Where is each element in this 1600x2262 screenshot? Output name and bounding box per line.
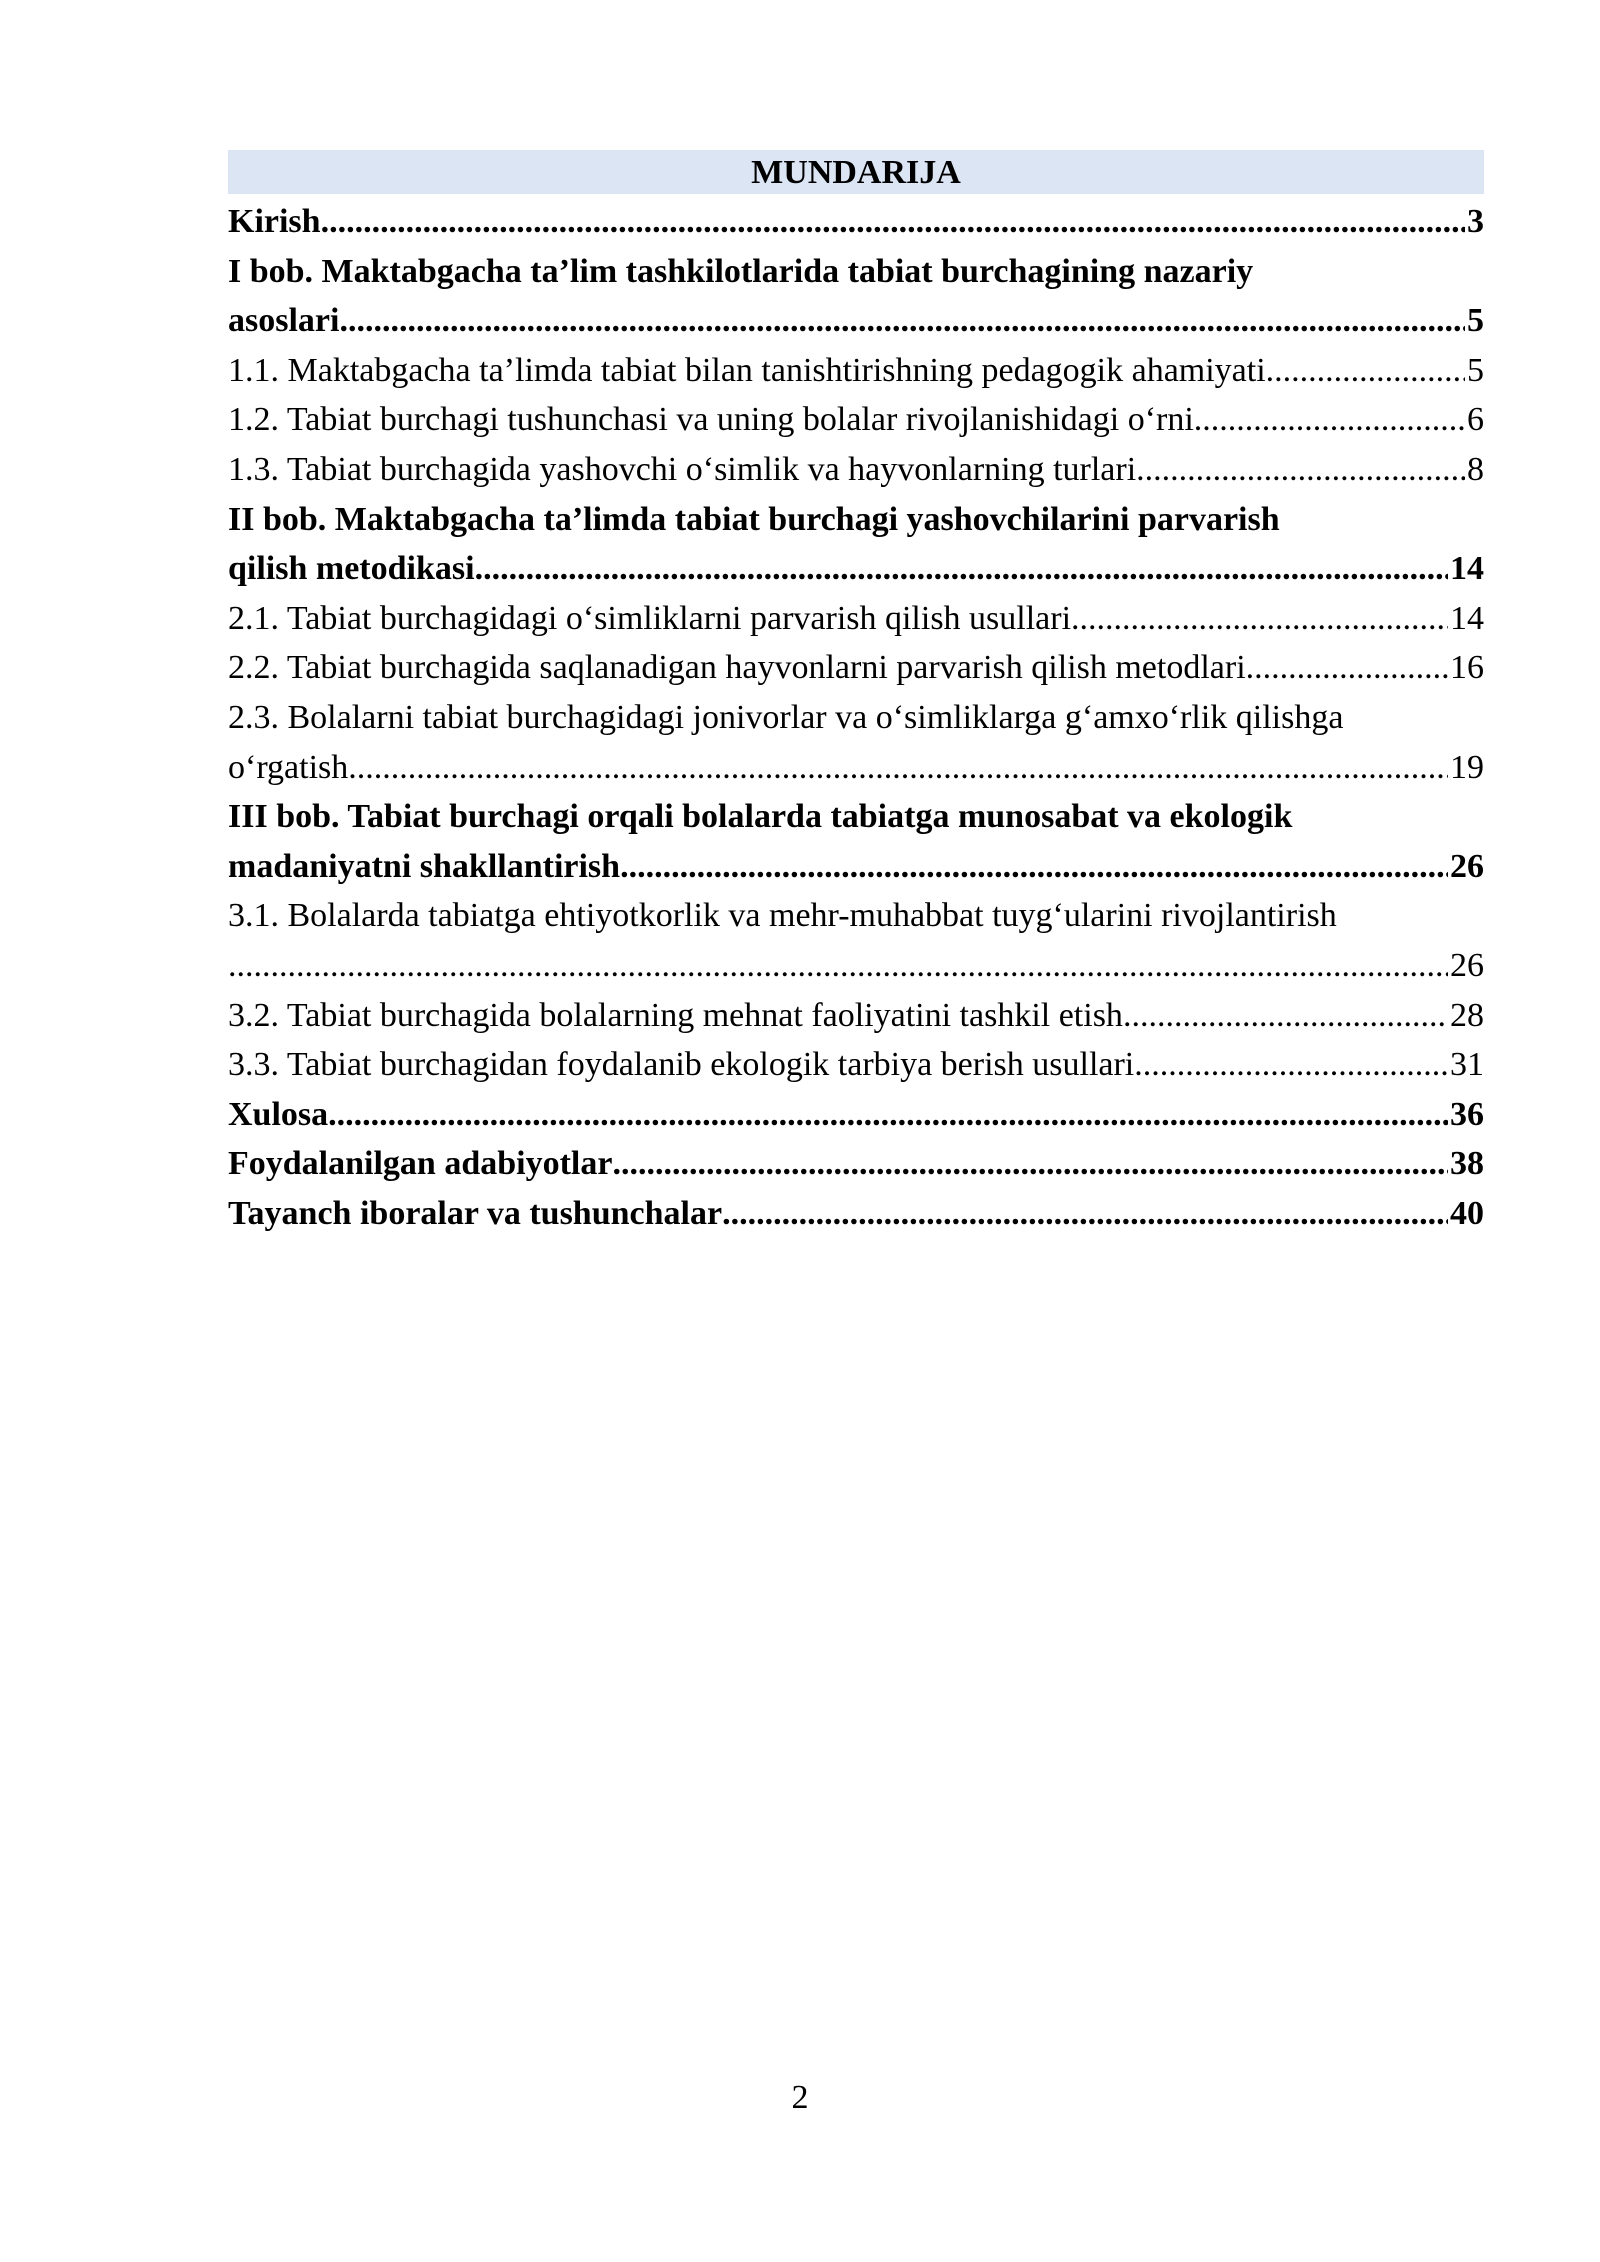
toc-entry-label: madaniyatni shakllantirish [228, 847, 621, 885]
toc-entry-label: asoslari [228, 302, 340, 340]
toc-entry-page: 40 [1450, 1194, 1484, 1232]
toc-entry-heading-line: II bob. Maktabgacha ta’limda tabiat burchagi yashovchilarini parvarish [228, 500, 1280, 538]
toc-entry-label: 1.3. Tabiat burchagida yashovchi o‘simlik va hayvonlarning turlari [228, 450, 1137, 488]
dot-leader [328, 1090, 1448, 1140]
toc-entry-section-2-3[interactable] [228, 693, 1484, 792]
dot-leader [339, 296, 1465, 346]
toc-entry-page: 5 [1467, 302, 1484, 340]
dot-leader [1123, 991, 1448, 1041]
toc-entry-page: 8 [1467, 450, 1484, 488]
toc-entry-chapter-2[interactable] [228, 495, 1484, 594]
dot-leader [475, 544, 1448, 594]
toc-title: MUNDARIJA [228, 150, 1484, 194]
toc-entry-page: 6 [1467, 401, 1484, 439]
toc-entry-page: 16 [1450, 649, 1484, 687]
dot-leader [1266, 346, 1465, 396]
toc-entry-page: 14 [1450, 599, 1484, 637]
toc-entry-section-3-2[interactable] [228, 991, 1484, 1041]
toc-entry-section-2-1[interactable] [228, 594, 1484, 644]
toc-entry-page: 36 [1450, 1095, 1484, 1133]
toc-entry-label: Tayanch iboralar va tushunchalar [228, 1194, 723, 1232]
toc-entry-label: 1.2. Tabiat burchagi tushunchasi va uning bolalar rivojlanishidagi o‘rni [228, 401, 1194, 439]
toc-entry-section-2-2[interactable] [228, 643, 1484, 693]
toc-entry-heading-line: I bob. Maktabgacha ta’lim tashkilotlarida tabiat burchagining nazariy [228, 252, 1254, 290]
toc-entry-page: 14 [1450, 550, 1484, 588]
dot-leader [722, 1189, 1448, 1239]
toc-entry-label: 1.1. Maktabgacha ta’limda tabiat bilan tanishtirishning pedagogik ahamiyati [228, 351, 1266, 389]
toc-entry-label: Xulosa [228, 1095, 329, 1133]
dot-leader [1136, 445, 1465, 495]
dot-leader [348, 743, 1448, 793]
page-number: 2 [791, 2079, 809, 2116]
dot-leader [612, 1139, 1448, 1189]
toc-entry-page: 31 [1450, 1046, 1484, 1084]
dot-leader [1246, 643, 1448, 693]
toc-entry-section-1-3[interactable] [228, 445, 1484, 495]
toc-entry-glossary[interactable] [228, 1189, 1484, 1239]
toc-entry-page: 3 [1467, 203, 1484, 240]
toc-entry-label: o‘rgatish [228, 748, 349, 786]
toc-entry-heading-line: 2.3. Bolalarni tabiat burchagidagi jonivorlar va o‘simliklarga g‘amxo‘rlik qilishga [228, 698, 1344, 736]
toc-entry-heading-line: 3.1. Bolalarda tabiatga ehtiyotkorlik va mehr-muhabbat tuyg‘ularini rivojlantirish [228, 897, 1337, 935]
toc-entry-page: 19 [1450, 748, 1484, 786]
dot-leader [228, 941, 1448, 991]
table-of-contents [228, 150, 1484, 1238]
dot-leader [1134, 1040, 1448, 1090]
dot-leader [1194, 395, 1465, 445]
dot-leader [620, 842, 1448, 892]
toc-entry-page: 38 [1450, 1145, 1484, 1183]
toc-entry-chapter-1[interactable] [228, 247, 1484, 346]
toc-entry-references[interactable] [228, 1139, 1484, 1189]
toc-entry-label: 2.2. Tabiat burchagida saqlanadigan hayvonlarni parvarish qilish metodlari [228, 649, 1246, 687]
toc-entry-page: 26 [1450, 946, 1484, 984]
toc-entry-label: qilish metodikasi [228, 550, 475, 588]
toc-entry-page: 28 [1450, 996, 1484, 1034]
toc-entry-label: 2.1. Tabiat burchagidagi o‘simliklarni parvarish qilish usullari [228, 599, 1072, 637]
toc-entry-section-3-3[interactable] [228, 1040, 1484, 1090]
toc-entry-chapter-3[interactable] [228, 792, 1484, 891]
dot-leader [1071, 594, 1448, 644]
toc-entry-label: Kirish [228, 203, 321, 240]
toc-entry-page: 5 [1467, 351, 1484, 389]
toc-entry-label: Foydalanilgan adabiyotlar [228, 1145, 613, 1183]
toc-entry-section-1-1[interactable] [228, 346, 1484, 396]
dot-leader [321, 197, 1465, 247]
toc-entry-section-1-2[interactable] [228, 395, 1484, 445]
toc-entry-heading-line: III bob. Tabiat burchagi orqali bolalarda tabiatga munosabat va ekologik [228, 798, 1293, 836]
toc-entry-xulosa[interactable] [228, 1090, 1484, 1140]
toc-entry-label: 3.2. Tabiat burchagida bolalarning mehnat faoliyatini tashkil etish [228, 996, 1123, 1034]
toc-entry-kirish[interactable] [228, 197, 1484, 247]
toc-entry-page: 26 [1450, 847, 1484, 885]
toc-entry-section-3-1[interactable] [228, 891, 1484, 990]
toc-entry-label: 3.3. Tabiat burchagidan foydalanib ekologik tarbiya berish usullari [228, 1046, 1135, 1084]
